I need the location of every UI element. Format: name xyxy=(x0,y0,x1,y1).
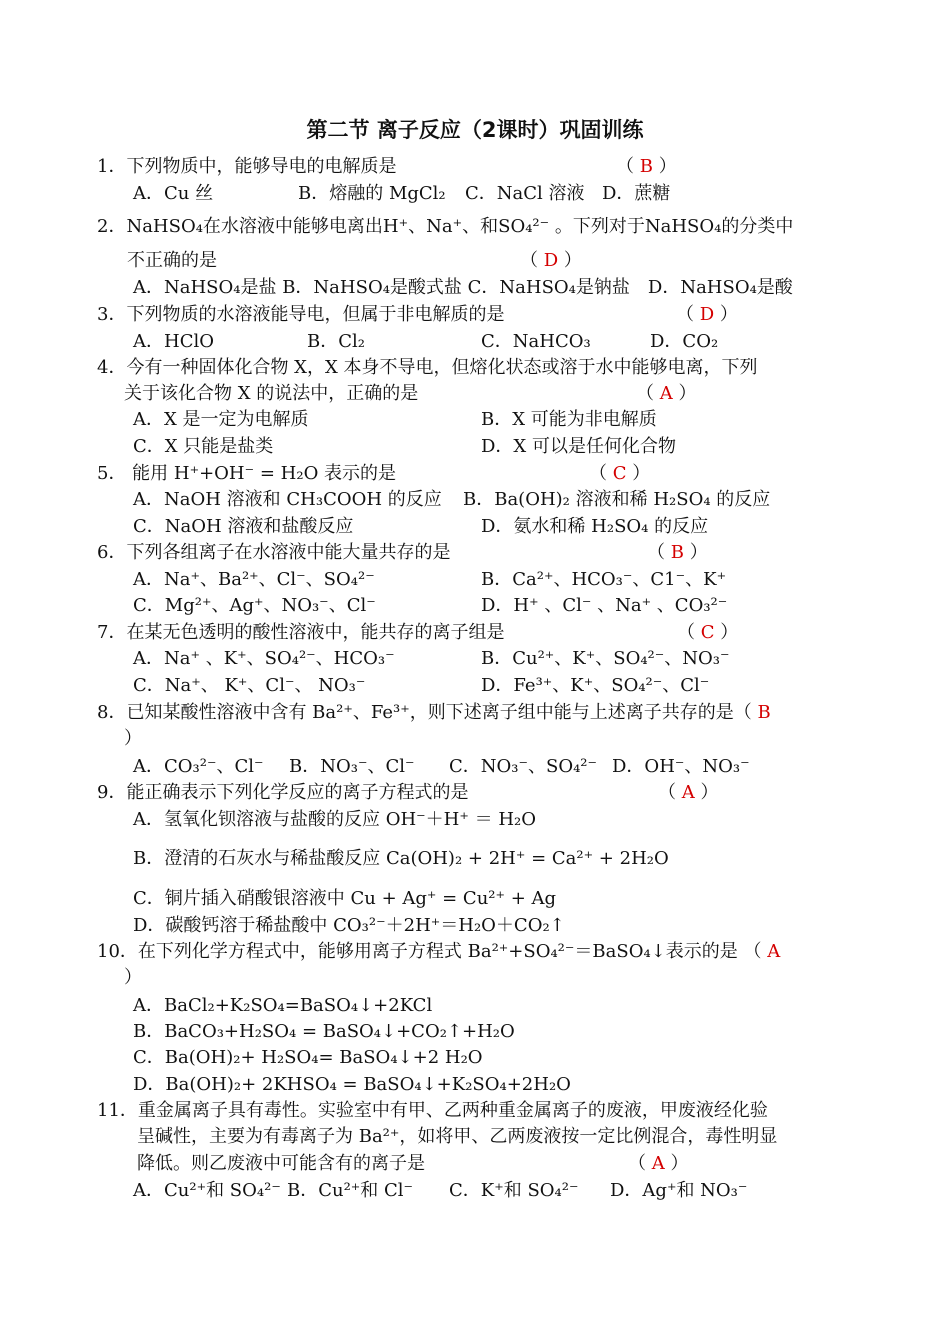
question-9-option-c: C．铜片插入硝酸银溶液中 Cu + Ag⁺ = Cu²⁺ + Ag xyxy=(133,888,557,909)
page-title: 第二节 离子反应（2课时）巩固训练 xyxy=(306,118,644,142)
question-10-option-b: B．BaCO₃+H₂SO₄ = BaSO₄↓+CO₂↑+H₂O xyxy=(133,1021,515,1042)
question-7-option-a: A．Na⁺ 、K⁺、SO₄²⁻、HCO₃⁻ xyxy=(133,648,395,669)
question-6-option-a: A．Na⁺、Ba²⁺、Cl⁻、SO₄²⁻ xyxy=(133,569,375,590)
question-4-stem: 4．今有一种固体化合物 X，X 本身不导电，但熔化状态或溶于水中能够电离，下列 xyxy=(97,357,758,378)
question-5-option-a: A．NaOH 溶液和 CH₃COOH 的反应 xyxy=(133,489,442,510)
question-2-stem: 2．NaHSO₄在水溶液中能够电离出H⁺、Na⁺、和SO₄²⁻ 。下列对于NaHSO₄的分类中 xyxy=(97,216,794,237)
question-3-option-c: C．NaHCO₃ xyxy=(481,331,591,352)
question-8-paren-close: ） xyxy=(124,728,142,749)
question-11-option-b: B．Cu²⁺和 Cl⁻ xyxy=(287,1180,414,1201)
question-5-option-d: D．氨水和稀 H₂SO₄ 的反应 xyxy=(481,516,709,537)
question-2-stem-2: 不正确的是 xyxy=(127,250,217,271)
question-4-option-d: D．X 可以是任何化合物 xyxy=(481,436,676,457)
question-10-option-d: D．Ba(OH)₂+ 2KHSO₄ = BaSO₄↓+K₂SO₄+2H₂O xyxy=(133,1074,571,1095)
question-10-option-a: A．BaCl₂+K₂SO₄=BaSO₄↓+2KCl xyxy=(133,995,433,1016)
question-3-option-a: A．HClO xyxy=(133,331,214,352)
question-3-stem: 3．下列物质的水溶液能导电，但属于非电解质的是 xyxy=(97,304,505,325)
question-1-answer: （ B ） xyxy=(616,156,677,177)
answer-mark: B xyxy=(757,702,771,723)
answer-mark: A xyxy=(651,1153,665,1174)
question-2-answer: （ D ） xyxy=(520,250,582,271)
question-1-option-a: A．Cu 丝 xyxy=(133,183,214,204)
question-4-option-a: A．X 是一定为电解质 xyxy=(133,409,309,430)
answer-mark: B xyxy=(670,542,684,563)
question-6-option-d: D．H⁺ 、Cl⁻ 、Na⁺ 、CO₃²⁻ xyxy=(481,595,728,616)
question-3-answer: （ D ） xyxy=(676,304,738,325)
question-10-paren-close: ） xyxy=(124,967,142,988)
question-8-stem: 8．已知某酸性溶液中含有 Ba²⁺、Fe³⁺，则下述离子组中能与上述离子共存的是（ B xyxy=(97,702,771,723)
question-7-option-b: B．Cu²⁺、K⁺、SO₄²⁻、NO₃⁻ xyxy=(481,648,730,669)
answer-mark: C xyxy=(700,622,715,643)
question-6-option-c: C．Mg²⁺、Ag⁺、NO₃⁻、Cl⁻ xyxy=(133,595,376,616)
question-11-option-a: A．Cu²⁺和 SO₄²⁻ xyxy=(133,1180,281,1201)
question-1-stem: 1．下列物质中，能够导电的电解质是 xyxy=(97,156,397,177)
question-3-option-d: D．CO₂ xyxy=(650,331,719,352)
question-10-stem: 10．在下列化学方程式中，能够用离子方程式 Ba²⁺+SO₄²⁻＝BaSO₄↓表示的是 （ A xyxy=(97,941,781,962)
question-7-option-d: D．Fe³⁺、K⁺、SO₄²⁻、Cl⁻ xyxy=(481,675,710,696)
question-3-option-b: B．Cl₂ xyxy=(307,331,365,352)
answer-mark: D xyxy=(543,250,559,271)
question-9-option-a: A．氢氧化钡溶液与盐酸的反应 OH⁻＋H⁺ ＝ H₂O xyxy=(133,809,536,830)
question-8-option-b: B．NO₃⁻、Cl⁻ xyxy=(289,756,415,777)
question-5-option-c: C．NaOH 溶液和盐酸反应 xyxy=(133,516,354,537)
answer-mark: A xyxy=(681,782,695,803)
question-7-stem: 7．在某无色透明的酸性溶液中，能共存的离子组是 xyxy=(97,622,505,643)
question-8-option-d: D．OH⁻、NO₃⁻ xyxy=(612,756,750,777)
answer-mark: C xyxy=(612,463,627,484)
question-1-option-b: B．熔融的 MgCl₂ xyxy=(298,183,446,204)
question-1-option-d: D．蔗糖 xyxy=(602,183,671,204)
question-7-answer: （ C ） xyxy=(677,622,739,643)
question-4-answer: （ A ） xyxy=(636,383,697,404)
question-11-option-c: C．K⁺和 SO₄²⁻ xyxy=(449,1180,579,1201)
question-9-option-d: D．碳酸钙溶于稀盐酸中 CO₃²⁻＋2H⁺＝H₂O＋CO₂↑ xyxy=(133,915,565,936)
answer-mark: B xyxy=(639,156,653,177)
answer-mark: A xyxy=(767,941,781,962)
question-6-stem: 6．下列各组离子在水溶液中能大量共存的是 xyxy=(97,542,451,563)
question-11-option-d: D．Ag⁺和 NO₃⁻ xyxy=(610,1180,748,1201)
question-5-stem: 5． 能用 H⁺+OH⁻ = H₂O 表示的是 xyxy=(97,463,397,484)
question-11-stem-3: 降低。则乙废液中可能含有的离子是 xyxy=(137,1153,425,1174)
question-4-stem-2: 关于该化合物 X 的说法中，正确的是 xyxy=(124,383,419,404)
question-8-option-a: A．CO₃²⁻、Cl⁻ xyxy=(133,756,264,777)
question-9-answer: （ A ） xyxy=(658,782,719,803)
answer-mark: A xyxy=(659,383,673,404)
question-11-stem-2: 呈碱性，主要为有毒离子为 Ba²⁺，如将甲、乙两废液按一定比例混合，毒性明显 xyxy=(137,1126,778,1147)
question-11-answer: （ A ） xyxy=(628,1153,689,1174)
question-10-option-c: C．Ba(OH)₂+ H₂SO₄= BaSO₄↓+2 H₂O xyxy=(133,1047,483,1068)
question-9-stem: 9．能正确表示下列化学反应的离子方程式的是 xyxy=(97,782,469,803)
question-1-option-c: C．NaCl 溶液 xyxy=(465,183,585,204)
question-9-option-b: B．澄清的石灰水与稀盐酸反应 Ca(OH)₂ + 2H⁺ = Ca²⁺ + 2H₂O xyxy=(133,848,669,869)
question-8-option-c: C．NO₃⁻、SO₄²⁻ xyxy=(449,756,598,777)
question-6-option-b: B．Ca²⁺、HCO₃⁻、C1⁻、K⁺ xyxy=(481,569,727,590)
question-11-stem: 11．重金属离子具有毒性。实验室中有甲、乙两种重金属离子的废液，甲废液经化验 xyxy=(97,1100,768,1121)
answer-mark: D xyxy=(699,304,715,325)
question-5-answer: （ C ） xyxy=(589,463,651,484)
question-4-option-b: B．X 可能为非电解质 xyxy=(481,409,657,430)
question-2-options: A．NaHSO₄是盐 B．NaHSO₄是酸式盐 C．NaHSO₄是钠盐 D．NaHSO₄是酸 xyxy=(133,277,793,298)
question-4-option-c: C．X 只能是盐类 xyxy=(133,436,274,457)
question-5-option-b: B．Ba(OH)₂ 溶液和稀 H₂SO₄ 的反应 xyxy=(463,489,771,510)
question-7-option-c: C．Na⁺、 K⁺、Cl⁻、 NO₃⁻ xyxy=(133,675,366,696)
question-6-answer: （ B ） xyxy=(647,542,708,563)
